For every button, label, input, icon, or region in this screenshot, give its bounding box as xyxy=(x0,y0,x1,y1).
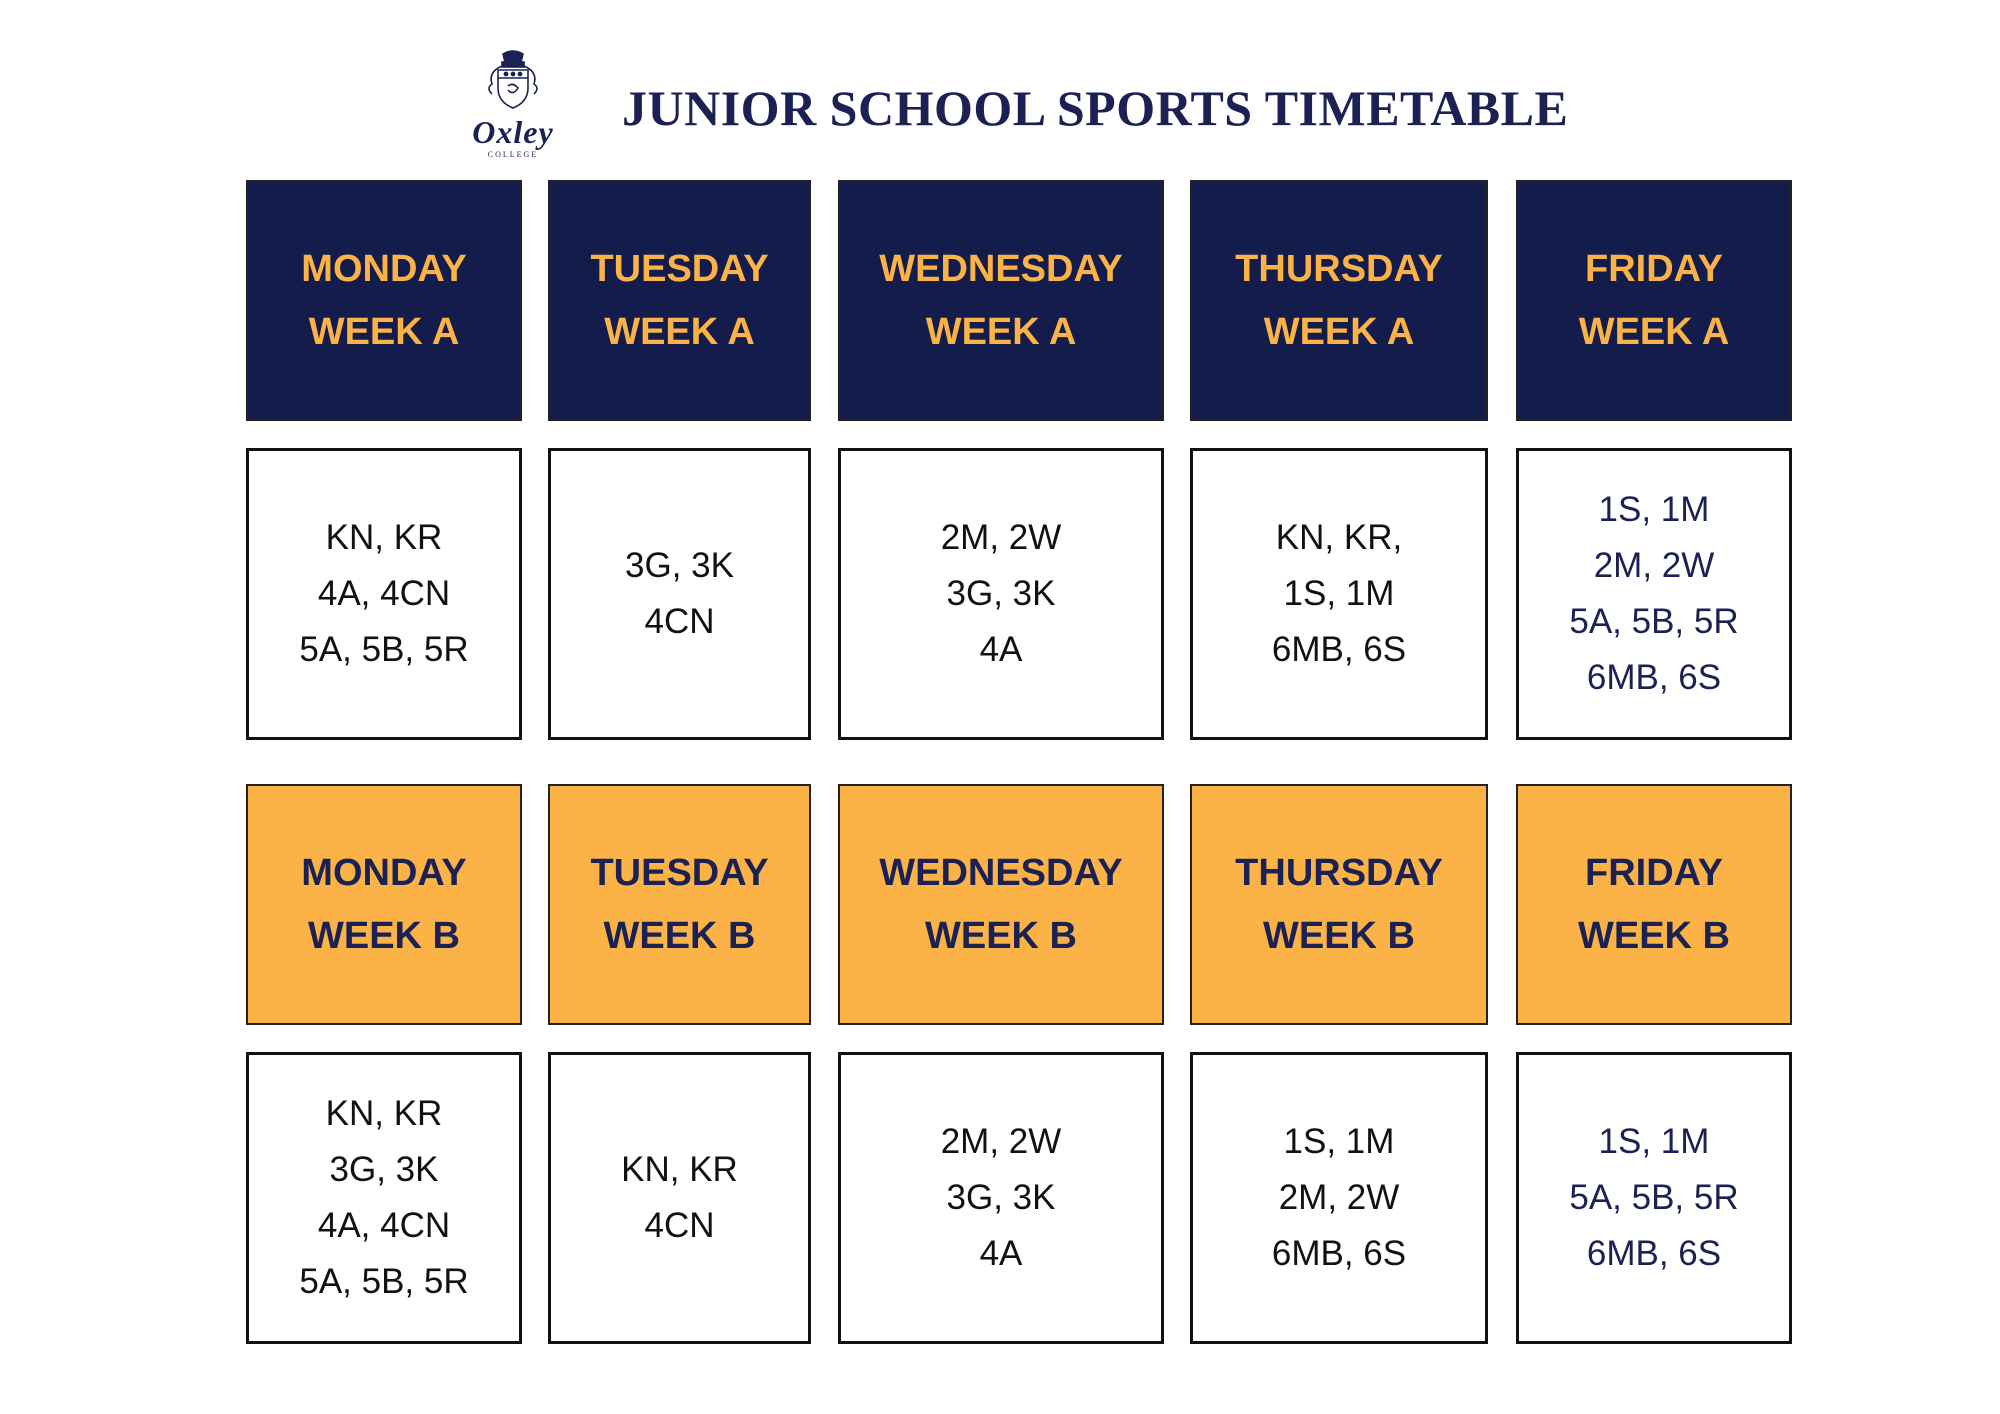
groups-tuesday-week-b xyxy=(548,1052,811,1344)
class-group: 5A, 5B, 5R xyxy=(1569,1178,1739,1217)
page-title: JUNIOR SCHOOL SPORTS TIMETABLE xyxy=(622,80,1569,136)
week-label: WEEK B xyxy=(308,914,460,957)
class-group: 3G, 3K xyxy=(329,1150,439,1189)
class-group: KN, KR xyxy=(325,518,443,557)
week-label: WEEK B xyxy=(603,914,756,957)
class-group: 1S, 1M xyxy=(1598,490,1710,529)
class-group: 3G, 3K xyxy=(946,1178,1056,1217)
day-label: TUESDAY xyxy=(590,247,769,290)
school-logo xyxy=(458,48,568,163)
class-group: 4A xyxy=(979,1234,1023,1273)
week-label: WEEK A xyxy=(1263,310,1415,353)
class-group: 6MB, 6S xyxy=(1586,658,1722,697)
day-label: THURSDAY xyxy=(1235,247,1443,290)
header-wednesday-week-a xyxy=(838,180,1164,421)
logo-subtext: COLLEGE xyxy=(487,150,539,159)
day-label: MONDAY xyxy=(301,247,467,290)
class-group: 4A xyxy=(979,630,1023,669)
week-label: WEEK A xyxy=(925,310,1077,353)
class-group: 3G, 3K xyxy=(946,574,1056,613)
class-group: 6MB, 6S xyxy=(1586,1234,1722,1273)
class-group: KN, KR xyxy=(325,1094,443,1133)
class-group: 5A, 5B, 5R xyxy=(299,1262,469,1301)
header-wednesday-week-b xyxy=(838,784,1164,1025)
header-tuesday-week-a xyxy=(548,180,811,421)
page-header xyxy=(0,0,2000,170)
groups-wednesday-week-b xyxy=(838,1052,1164,1344)
class-group: 6MB, 6S xyxy=(1271,630,1407,669)
class-group: 2M, 2W xyxy=(940,518,1062,557)
class-group: 4CN xyxy=(644,1206,715,1245)
class-group: 5A, 5B, 5R xyxy=(299,630,469,669)
groups-thursday-week-b xyxy=(1190,1052,1488,1344)
logo-wordmark: Oxley xyxy=(472,114,554,150)
groups-monday-week-b xyxy=(246,1052,522,1344)
groups-tuesday-week-a xyxy=(548,448,811,740)
week-label: WEEK A xyxy=(308,310,460,353)
groups-wednesday-week-a xyxy=(838,448,1164,740)
class-group: 2M, 2W xyxy=(940,1122,1062,1161)
groups-thursday-week-a xyxy=(1190,448,1488,740)
class-group: 5A, 5B, 5R xyxy=(1569,602,1739,641)
week-label: WEEK A xyxy=(1578,310,1730,353)
header-friday-week-b xyxy=(1516,784,1792,1025)
header-thursday-week-a xyxy=(1190,180,1488,421)
class-group: 2M, 2W xyxy=(1593,546,1715,585)
class-group: 1S, 1M xyxy=(1598,1122,1710,1161)
header-thursday-week-b xyxy=(1190,784,1488,1025)
week-label: WEEK B xyxy=(1263,914,1415,957)
day-label: WEDNESDAY xyxy=(879,851,1123,894)
class-group: 4A, 4CN xyxy=(317,1206,451,1245)
header-monday-week-b xyxy=(246,784,522,1025)
class-group: 6MB, 6S xyxy=(1271,1234,1407,1273)
class-group: 1S, 1M xyxy=(1283,574,1395,613)
header-friday-week-a xyxy=(1516,180,1792,421)
week-label: WEEK A xyxy=(604,310,755,353)
class-group: KN, KR xyxy=(621,1150,738,1189)
day-label: FRIDAY xyxy=(1585,851,1723,894)
crest-icon xyxy=(458,48,568,118)
day-label: TUESDAY xyxy=(590,851,769,894)
class-group: 3G, 3K xyxy=(625,546,734,585)
week-label: WEEK B xyxy=(1578,914,1730,957)
groups-friday-week-b xyxy=(1516,1052,1792,1344)
week-label: WEEK B xyxy=(925,914,1077,957)
class-group: KN, KR, xyxy=(1275,518,1403,557)
header-tuesday-week-b xyxy=(548,784,811,1025)
day-label: MONDAY xyxy=(301,851,467,894)
day-label: THURSDAY xyxy=(1235,851,1443,894)
groups-monday-week-a xyxy=(246,448,522,740)
class-group: 4A, 4CN xyxy=(317,574,451,613)
day-label: WEDNESDAY xyxy=(879,247,1123,290)
class-group: 1S, 1M xyxy=(1283,1122,1395,1161)
header-monday-week-a xyxy=(246,180,522,421)
class-group: 2M, 2W xyxy=(1278,1178,1400,1217)
day-label: FRIDAY xyxy=(1585,247,1723,290)
groups-friday-week-a xyxy=(1516,448,1792,740)
class-group: 4CN xyxy=(644,602,715,641)
